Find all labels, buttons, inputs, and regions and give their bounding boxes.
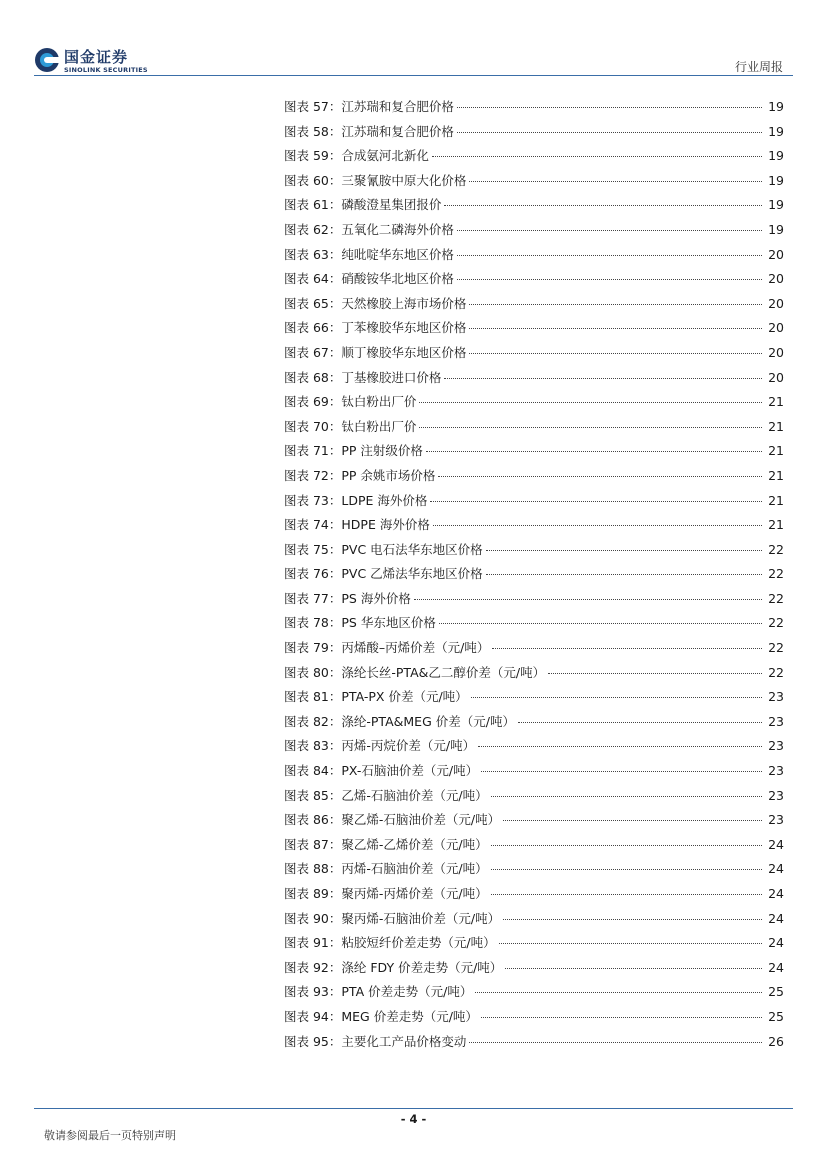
toc-entry[interactable] bbox=[284, 515, 784, 540]
toc-dot-leader bbox=[491, 795, 762, 797]
toc-entry-page[interactable]: 23 bbox=[768, 812, 784, 828]
toc-entry[interactable] bbox=[284, 1007, 784, 1032]
toc-dot-leader bbox=[505, 967, 762, 969]
toc-entry-title[interactable]: 图表 62：五氧化二磷海外价格 bbox=[284, 221, 454, 237]
toc-entry-title[interactable]: 图表 92：涤纶 FDY 价差走势（元/吨） bbox=[284, 959, 503, 975]
toc-dot-leader bbox=[548, 672, 762, 674]
toc-entry-page[interactable]: 22 bbox=[768, 664, 784, 680]
toc-entry[interactable] bbox=[284, 712, 784, 737]
toc-entry[interactable] bbox=[284, 294, 784, 319]
toc-entry-title[interactable]: 图表 77：PS 海外价格 bbox=[284, 590, 411, 606]
toc-entry-title[interactable]: 图表 94：MEG 价差走势（元/吨） bbox=[284, 1008, 478, 1024]
toc-entry-title[interactable]: 图表 63：纯吡啶华东地区价格 bbox=[284, 246, 454, 262]
toc-entry-title[interactable]: 图表 83：丙烯-丙烷价差（元/吨） bbox=[284, 738, 476, 754]
toc-entry-page[interactable]: 21 bbox=[768, 492, 784, 508]
toc-entry-page[interactable]: 22 bbox=[768, 541, 784, 557]
toc-entry-page[interactable]: 24 bbox=[768, 861, 784, 877]
toc-entry[interactable] bbox=[284, 761, 784, 786]
toc-entry-title[interactable]: 图表 88：丙烯-石脑油价差（元/吨） bbox=[284, 861, 488, 877]
toc-entry[interactable] bbox=[284, 1032, 784, 1057]
toc-entry[interactable] bbox=[284, 638, 784, 663]
toc-entry-page[interactable]: 21 bbox=[768, 467, 784, 483]
toc-entry-title[interactable]: 图表 76：PVC 乙烯法华东地区价格 bbox=[284, 566, 483, 582]
toc-entry[interactable] bbox=[284, 392, 784, 417]
toc-entry[interactable] bbox=[284, 220, 784, 245]
toc-dot-leader bbox=[491, 893, 762, 895]
toc-entry-page[interactable]: 20 bbox=[768, 271, 784, 287]
toc-entry[interactable] bbox=[284, 958, 784, 983]
toc-entry-page[interactable]: 24 bbox=[768, 886, 784, 901]
toc-dot-leader bbox=[469, 303, 762, 305]
toc-entry-page[interactable]: 24 bbox=[768, 836, 784, 852]
toc-entry-title[interactable]: 图表 74：HDPE 海外价格 bbox=[284, 517, 430, 533]
toc-entry-page[interactable]: 21 bbox=[768, 443, 784, 459]
toc-entry-title[interactable]: 图表 90：聚丙烯-石脑油价差（元/吨） bbox=[284, 910, 501, 926]
toc-entry-page[interactable]: 20 bbox=[768, 344, 784, 360]
toc-entry-title[interactable]: 图表 73：LDPE 海外价格 bbox=[284, 492, 428, 508]
toc-entry[interactable] bbox=[284, 835, 784, 860]
toc-entry-title[interactable]: 图表 85：乙烯-石脑油价差（元/吨） bbox=[284, 787, 488, 803]
toc-dot-leader bbox=[469, 1041, 762, 1043]
toc-dot-leader bbox=[414, 598, 762, 600]
toc-dot-leader bbox=[444, 377, 762, 379]
toc-entry[interactable] bbox=[284, 859, 784, 884]
report-type-label: 行业周报 bbox=[734, 60, 783, 74]
toc-entry-title[interactable]: 图表 58：江苏瑞和复合肥价格 bbox=[284, 123, 454, 139]
toc-entry[interactable] bbox=[284, 589, 784, 614]
toc-entry-page[interactable]: 22 bbox=[768, 590, 784, 606]
toc-entry[interactable] bbox=[284, 195, 784, 220]
toc-dot-leader bbox=[518, 721, 762, 723]
toc-entry-page[interactable]: 24 bbox=[768, 959, 784, 975]
toc-dot-leader bbox=[430, 500, 762, 502]
toc-dot-leader bbox=[492, 647, 762, 649]
toc-entry[interactable] bbox=[284, 736, 784, 761]
toc-dot-leader bbox=[486, 573, 762, 575]
toc-entry-page[interactable]: 19 bbox=[768, 221, 784, 237]
toc-entry-title[interactable]: 图表 61：磷酸澄星集团报价 bbox=[284, 197, 442, 213]
toc-dot-leader bbox=[491, 844, 762, 846]
toc-entry-title[interactable]: 图表 72：PP 余姚市场价格 bbox=[284, 467, 436, 483]
toc-dot-leader bbox=[478, 745, 762, 747]
toc-entry-title[interactable]: 图表 81：PTA-PX 价差（元/吨） bbox=[284, 689, 468, 705]
toc-entry-page[interactable]: 23 bbox=[768, 763, 784, 779]
toc-dot-leader bbox=[491, 868, 762, 870]
toc-dot-leader bbox=[469, 352, 762, 354]
toc-entry[interactable] bbox=[284, 687, 784, 712]
toc-entry[interactable] bbox=[284, 269, 784, 294]
toc-entry-title[interactable]: 图表 59：合成氨河北新化 bbox=[284, 148, 429, 164]
logo-chinese-name: 国金证券 bbox=[64, 48, 129, 66]
toc-entry[interactable] bbox=[284, 786, 784, 811]
toc-entry[interactable] bbox=[284, 122, 784, 147]
disclaimer-note: 敬请参阅最后一页特别声明 bbox=[44, 1129, 176, 1142]
toc-entry-page[interactable]: 22 bbox=[768, 640, 784, 656]
toc-dot-leader bbox=[486, 549, 762, 551]
toc-entry-title[interactable]: 图表 87：聚乙烯-乙烯价差（元/吨） bbox=[284, 836, 488, 852]
toc-entry-page[interactable]: 20 bbox=[768, 320, 784, 336]
toc-dot-leader bbox=[481, 1016, 762, 1018]
toc-entry[interactable] bbox=[284, 491, 784, 516]
toc-entry-title[interactable]: 图表 75：PVC 电石法华东地区价格 bbox=[284, 541, 483, 557]
toc-entry[interactable] bbox=[284, 343, 784, 368]
toc-entry[interactable] bbox=[284, 97, 784, 122]
toc-entry-title[interactable]: 图表 69：钛白粉出厂价 bbox=[284, 394, 417, 410]
toc-entry[interactable] bbox=[284, 564, 784, 589]
toc-entry-page[interactable]: 21 bbox=[768, 394, 784, 410]
toc-entry-title[interactable]: 图表 64：硝酸铵华北地区价格 bbox=[284, 271, 454, 287]
toc-entry-page[interactable]: 19 bbox=[768, 148, 784, 164]
toc-dot-leader bbox=[471, 696, 762, 698]
toc-entry-page[interactable]: 24 bbox=[768, 910, 784, 926]
toc-dot-leader bbox=[438, 475, 762, 477]
toc-entry-page[interactable]: 23 bbox=[768, 689, 784, 705]
toc-dot-leader bbox=[469, 327, 762, 329]
toc-entry-title[interactable]: 图表 86：聚乙烯-石脑油价差（元/吨） bbox=[284, 812, 501, 828]
toc-dot-leader bbox=[444, 204, 762, 206]
toc-entry-page[interactable]: 19 bbox=[768, 123, 784, 139]
toc-entry[interactable] bbox=[284, 466, 784, 491]
toc-entry-title[interactable]: 图表 60：三聚氰胺中原大化价格 bbox=[284, 172, 467, 188]
toc-entry-title[interactable]: 图表 80：涤纶长丝-PTA&乙二醇价差（元/吨） bbox=[284, 664, 546, 680]
toc-entry-page[interactable]: 25 bbox=[768, 984, 784, 1000]
toc-entry-title[interactable]: 图表 71：PP 注射级价格 bbox=[284, 443, 423, 459]
logo-english-name: SINOLINK SECURITIES bbox=[64, 66, 148, 74]
toc-entry-page[interactable]: 23 bbox=[768, 713, 784, 729]
toc-entry-title[interactable]: 图表 84：PX-石脑油价差（元/吨） bbox=[284, 763, 479, 779]
header-divider bbox=[34, 75, 793, 76]
toc-entry-page[interactable]: 24 bbox=[768, 935, 784, 951]
toc-entry-title[interactable]: 图表 79：丙烯酸–丙烯价差（元/吨） bbox=[284, 640, 490, 656]
toc-entry-title[interactable]: 图表 67：顺丁橡胶华东地区价格 bbox=[284, 344, 467, 360]
toc-dot-leader bbox=[457, 106, 762, 108]
toc-dot-leader bbox=[457, 229, 762, 231]
toc-entry-title[interactable]: 图表 66：丁苯橡胶华东地区价格 bbox=[284, 320, 467, 336]
sinolink-logo-icon bbox=[34, 47, 60, 73]
toc-entry-title[interactable]: 图表 70：钛白粉出厂价 bbox=[284, 418, 417, 434]
toc-dot-leader bbox=[419, 426, 762, 428]
toc-dot-leader bbox=[457, 278, 762, 280]
toc-entry[interactable] bbox=[284, 884, 784, 909]
table-of-figures bbox=[284, 97, 784, 1056]
toc-entry-page[interactable]: 26 bbox=[768, 1033, 784, 1049]
toc-entry-page[interactable]: 20 bbox=[768, 369, 784, 385]
toc-dot-leader bbox=[457, 131, 762, 133]
toc-entry-title[interactable]: 图表 91：粘胶短纤价差走势（元/吨） bbox=[284, 935, 496, 951]
toc-dot-leader bbox=[481, 770, 762, 772]
toc-entry-page[interactable]: 21 bbox=[768, 418, 784, 434]
toc-entry-page[interactable]: 19 bbox=[768, 99, 784, 114]
toc-entry-page[interactable]: 23 bbox=[768, 787, 784, 803]
toc-entry-title[interactable]: 图表 65：天然橡胶上海市场价格 bbox=[284, 295, 467, 311]
toc-entry-page[interactable]: 20 bbox=[768, 246, 784, 262]
toc-entry-title[interactable]: 图表 68：丁基橡胶进口价格 bbox=[284, 369, 442, 385]
toc-dot-leader bbox=[426, 450, 762, 452]
toc-entry[interactable] bbox=[284, 318, 784, 343]
toc-entry[interactable] bbox=[284, 171, 784, 196]
toc-dot-leader bbox=[439, 622, 762, 624]
toc-entry[interactable] bbox=[284, 810, 784, 835]
toc-dot-leader bbox=[499, 942, 762, 944]
toc-entry[interactable] bbox=[284, 663, 784, 688]
toc-entry[interactable] bbox=[284, 441, 784, 466]
toc-entry-page[interactable]: 22 bbox=[768, 615, 784, 631]
toc-entry-page[interactable]: 19 bbox=[768, 197, 784, 213]
toc-entry-page[interactable]: 22 bbox=[768, 566, 784, 582]
toc-dot-leader bbox=[419, 401, 762, 403]
toc-entry-title[interactable]: 图表 93：PTA 价差走势（元/吨） bbox=[284, 984, 473, 1000]
toc-dot-leader bbox=[433, 524, 762, 526]
toc-entry-page[interactable]: 21 bbox=[768, 517, 784, 533]
toc-entry[interactable] bbox=[284, 982, 784, 1007]
toc-entry-page[interactable]: 20 bbox=[768, 295, 784, 311]
toc-entry[interactable] bbox=[284, 613, 784, 638]
toc-entry-title[interactable]: 图表 89：聚丙烯-丙烯价差（元/吨） bbox=[284, 886, 488, 901]
toc-entry[interactable] bbox=[284, 368, 784, 393]
toc-dot-leader bbox=[432, 155, 762, 157]
toc-entry[interactable] bbox=[284, 540, 784, 565]
toc-dot-leader bbox=[503, 819, 762, 821]
toc-dot-leader bbox=[469, 180, 762, 182]
toc-dot-leader bbox=[503, 918, 762, 920]
page-number: - 4 - bbox=[400, 1112, 427, 1126]
toc-dot-leader bbox=[475, 991, 762, 993]
toc-entry-page[interactable]: 19 bbox=[768, 172, 784, 188]
toc-entry-title[interactable]: 图表 82：涤纶-PTA&MEG 价差（元/吨） bbox=[284, 713, 515, 729]
toc-entry[interactable] bbox=[284, 933, 784, 958]
toc-entry-title[interactable]: 图表 95：主要化工产品价格变动 bbox=[284, 1033, 467, 1049]
toc-entry-page[interactable]: 25 bbox=[768, 1008, 784, 1024]
toc-entry[interactable] bbox=[284, 245, 784, 270]
toc-dot-leader bbox=[457, 254, 762, 256]
toc-entry-title[interactable]: 图表 78：PS 华东地区价格 bbox=[284, 615, 436, 631]
toc-entry[interactable] bbox=[284, 909, 784, 934]
toc-entry-page[interactable]: 23 bbox=[768, 738, 784, 754]
footer-divider bbox=[34, 1108, 793, 1109]
page-header bbox=[0, 0, 827, 80]
toc-entry-title[interactable]: 图表 57：江苏瑞和复合肥价格 bbox=[284, 99, 454, 114]
toc-entry[interactable] bbox=[284, 146, 784, 171]
toc-entry[interactable] bbox=[284, 417, 784, 442]
